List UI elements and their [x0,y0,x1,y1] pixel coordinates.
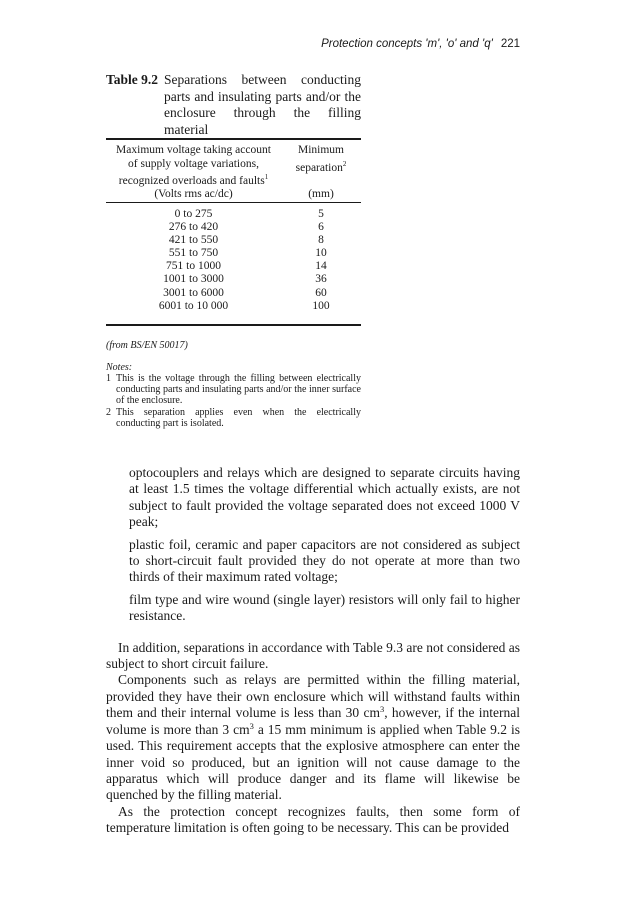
table-top-rule [106,138,361,140]
paragraph: In addition, separations in accordance with Table 9.3 are not considered as subject to short circuit failure. [106,639,520,672]
column-header-line [281,175,361,189]
list-item: film type and wire wound (single layer) resistors will only fail to higher resistance. [129,591,520,624]
voltage-cell: 1001 to 3000 [163,273,224,286]
column-header-line: Maximum voltage taking account [116,144,271,156]
note-number: 1 [106,373,111,384]
separation-cell: 5 [318,208,324,220]
table-caption [106,72,361,138]
footnote-ref: 2 [342,159,347,168]
voltage-cell: 0 to 275 [174,208,213,220]
separation-cell: 60 [315,286,327,299]
column-header-separation [281,144,361,202]
footnote-ref: 1 [264,173,269,181]
table-source: (from BS/EN 50017) [106,340,188,351]
voltage-cell: 751 to 1000 [166,260,221,273]
note-text: This is the voltage through the filling between electrically conducting parts and insulating parts and/or the inner surface of the enclosure. [116,373,361,407]
column-header-line: Minimum [297,144,344,156]
paragraph: Components such as relays are permitted within the filling material, provided they have their own enclosure which will withstand faults within them and their internal volume is less than 30 $cm^3$, however, if the internal volume is more than 3 $cm^3$ a 15 mm minimum is applied when Table 9.2 is used. This requirement accepts that the explosive atmosphere can enter the inner void so produced, but an ignition will not cause damage to the apparatus which will produce danger and its flame will likewise be quenched by the filling material. [106,672,520,803]
table-bottom-rule [106,324,361,326]
table-row [106,208,361,221]
separation-cell: 36 [315,273,327,286]
table-row [106,287,361,300]
table-label: Table 9.2 [106,72,159,87]
note-text: This separation applies even when the electrically conducting part is isolated. [116,406,361,429]
column-header-line: (mm) [308,188,334,201]
list-item: optocouplers and relays which are designed to separate circuits having at least 1.5 times the voltage differential which actually exists, are not subject to fault provided the voltage separated does not exceed 1000 V peak; [129,465,520,530]
column-header-line: separation$^2$ [295,159,347,174]
separation-cell: 100 [312,299,330,312]
column-header-line: (Volts rms ac/dc) [154,188,233,201]
column-header-line: recognized overloads and faults$^1$ [118,173,269,187]
column-header-line: of supply voltage variations, [128,157,259,170]
page-number: 221 [500,38,520,50]
column-header-voltage [106,144,281,202]
table-row [106,300,361,313]
table-row [106,273,361,286]
note-item [106,407,361,429]
running-header [320,38,520,50]
running-title: Protection concepts 'm', 'o' and 'q' [321,38,493,50]
table-caption-text: Separations between conducting parts and insulating parts and/or the enclosure through the filling material [164,72,361,137]
list-item: plastic foil, ceramic and paper capacitors are not considered as subject to short-circuit fault provided they do not operate at more than two thirds of their maximum rated voltage; [129,536,520,585]
table-header-rule [106,202,361,203]
table-row [106,221,361,234]
note-number: 2 [106,406,111,418]
paragraph: As the protection concept recognizes faults, then some form of temperature limitation is often going to be necessary. This can be provided [106,803,520,836]
table-row [106,260,361,273]
table-notes [106,373,361,429]
note-item [106,373,361,407]
voltage-cell: 6001 to 10 000 [158,299,229,312]
voltage-cell: 551 to 750 [168,247,219,260]
table-row [106,234,361,247]
separation-cell: 14 [315,260,327,273]
body-text [106,465,520,837]
paragraphs [106,640,520,837]
separation-cell: 6 [318,221,324,234]
voltage-cell: 421 to 550 [168,234,219,247]
separation-cell: 8 [318,234,324,247]
voltage-cell: 3001 to 6000 [163,286,224,299]
table-row [106,247,361,260]
voltage-cell: 276 to 420 [168,221,219,234]
table-body [106,208,361,313]
component-list [106,465,520,625]
separation-cell: 10 [315,247,327,260]
notes-title: Notes: [106,362,133,373]
